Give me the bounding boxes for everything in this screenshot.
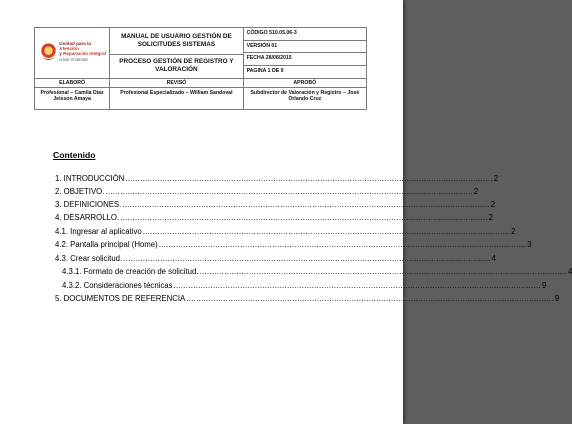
toc-item-label: 4.1. Ingresar al aplicativo	[55, 227, 142, 236]
logo-line-1-accent: Atención	[59, 46, 79, 52]
toc-item-label: 2. OBJETIVO.	[55, 187, 105, 196]
toc-item-label: 5. DOCUMENTOS DE REFERENCIA	[55, 294, 186, 303]
toc-item-page: 9	[542, 281, 547, 290]
toc-item-label: 4.3.2. Consideraciones técnicas	[62, 281, 173, 290]
meta-page: PAGINA 1 DE 9	[246, 68, 284, 75]
toc-leader-dots: .....................................................................................................................................................	[173, 281, 541, 290]
toc-item[interactable]	[55, 213, 493, 223]
toc-leader-dots: .....................................................................................................................................................	[158, 240, 527, 249]
seal-icon	[41, 43, 56, 60]
toc-item-label: 4. DESARROLLO.	[55, 213, 120, 222]
toc-leader-dots: .....................................................................................................................................................	[122, 200, 490, 209]
toc-item-label: 4.2. Pantalla principal (Home)	[55, 240, 158, 249]
name-elaboro: Profesional – Camila Diaz Jeisson Amaya	[35, 87, 110, 109]
toc-item-page: 2	[488, 213, 493, 222]
process-title: PROCESO GESTIÓN DE REGISTRO Y VALORACIÓN	[119, 58, 234, 74]
toc-item-label: 1. INTRODUCCIÓN	[55, 174, 125, 183]
toc-item-page: 4	[491, 254, 496, 263]
toc-item-page: 2	[490, 200, 496, 209]
toc-item-page: 4	[568, 267, 572, 276]
logo-line-2-accent: Reparación Integral	[63, 51, 106, 57]
logo-line-2: y	[59, 51, 64, 57]
toc-leader-dots: .....................................................................................................................................................	[199, 267, 567, 276]
toc-item-page: 2	[493, 174, 499, 183]
toc-item-page: 2	[473, 187, 479, 196]
toc-leader-dots: .....................................................................................................................................................	[123, 254, 491, 263]
toc-leader-dots: .....................................................................................................................................................	[125, 174, 493, 183]
toc-item[interactable]	[55, 240, 532, 250]
name-aprobo: Subdirector de Valoración y Registro – José Orlando Cruz	[243, 87, 366, 109]
role-elaboro: ELABORÓ	[35, 78, 110, 87]
logo-line-3: a las Víctimas	[59, 56, 88, 62]
toc-item[interactable]	[55, 227, 516, 237]
toc-item[interactable]	[62, 267, 572, 277]
toc-item[interactable]	[55, 254, 496, 264]
metadata-cell	[243, 28, 366, 79]
name-reviso: Profesional Especializado – William Sandoval	[110, 87, 243, 109]
toc-item[interactable]	[55, 187, 479, 197]
meta-version: VERSIÓN 01	[244, 41, 366, 54]
toc-item-page: 3	[527, 240, 532, 249]
document-title: MANUAL DE USUARIO GESTIÓN DE SOLICITUDES SISTEMAS	[110, 28, 242, 55]
role-aprobo: APROBÓ	[243, 78, 366, 87]
toc-item[interactable]	[55, 294, 560, 304]
toc-item-page: 2	[511, 227, 516, 236]
meta-date: FECHA 28/08/2015	[244, 53, 366, 66]
toc-item-label: 3. DEFINICIONES.	[55, 200, 122, 209]
contents-heading: Contenido	[53, 150, 96, 160]
toc-leader-dots: .....................................................................................................................................................	[186, 294, 554, 303]
toc-item-label: 4.3.1. Formato de creación de solicitud.	[62, 267, 199, 276]
toc-item[interactable]	[55, 174, 499, 184]
logo-cell	[35, 28, 110, 79]
toc-item[interactable]	[62, 281, 547, 291]
meta-code: CÓDIGO 510.05.06-3	[244, 28, 366, 41]
logo-text	[59, 41, 109, 62]
toc-leader-dots: .....................................................................................................................................................	[105, 187, 473, 196]
role-reviso: REVISÓ	[110, 78, 243, 87]
logo-line-1: Unidad para la	[59, 41, 91, 46]
toc-item[interactable]	[55, 200, 496, 210]
toc-leader-dots: .....................................................................................................................................................	[142, 227, 511, 236]
toc-item-page: 9	[554, 294, 560, 303]
toc-leader-dots: .....................................................................................................................................................	[120, 213, 488, 222]
toc-item-label: 4.3. Crear solicitud.	[55, 254, 123, 263]
document-header-table	[34, 27, 367, 110]
organization-logo	[41, 41, 109, 62]
title-cell	[110, 28, 243, 79]
